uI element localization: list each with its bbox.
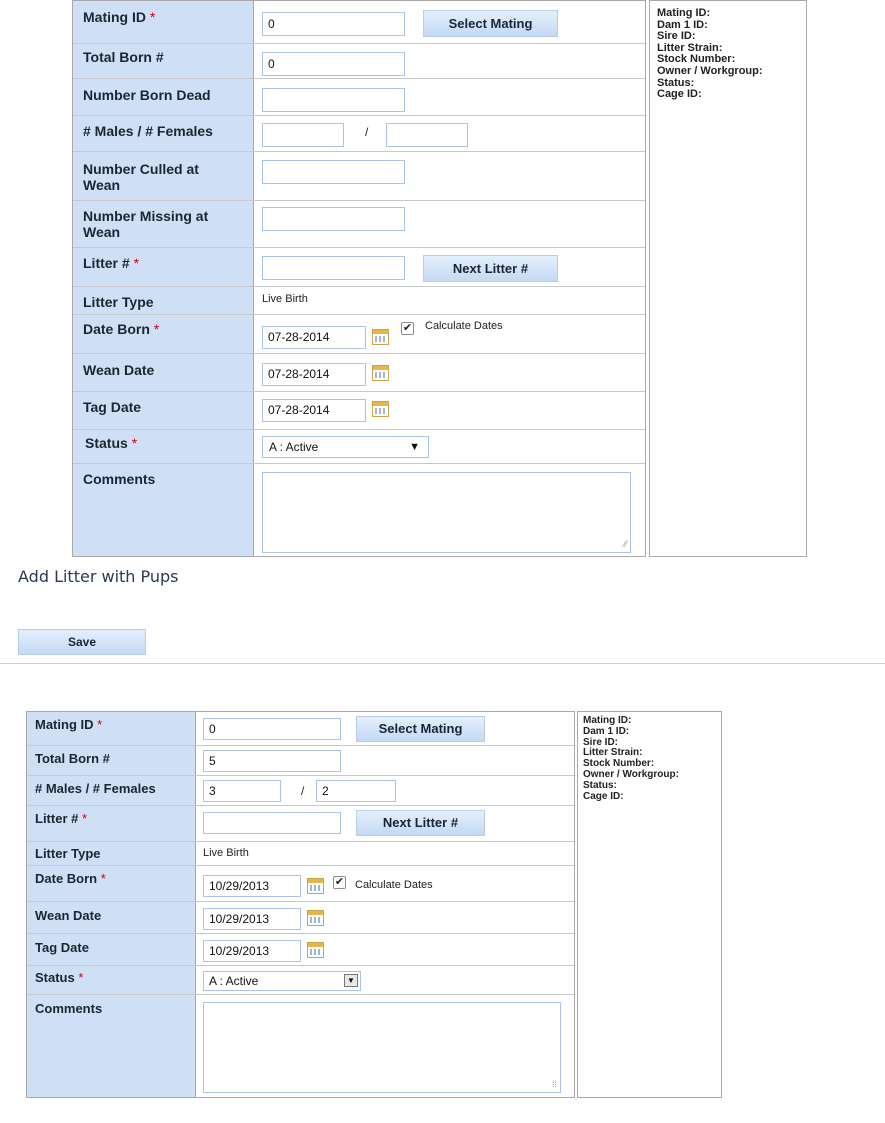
info-mating-id: Mating ID: [657, 7, 711, 19]
info-cage-id: Cage ID: [657, 88, 702, 101]
resize-grip-icon[interactable]: ⁞⁞ [551, 1079, 557, 1089]
slash-separator: / [301, 784, 305, 798]
status-label [35, 971, 83, 986]
mating-id-label [83, 9, 155, 25]
date-born-input[interactable]: 07-28-2014 [262, 326, 366, 349]
calculate-dates-checkbox[interactable]: ✔ [334, 876, 345, 888]
required-marker: * [97, 717, 103, 732]
number-culled-input[interactable] [262, 160, 405, 184]
info-owner-workgroup: Owner / Workgroup: [583, 768, 679, 780]
required-marker: * [78, 970, 84, 985]
chevron-down-icon: ▼ [344, 974, 358, 987]
mating-id-label-text: Mating ID [83, 9, 146, 25]
total-born-input[interactable]: 0 [262, 52, 405, 76]
status-label-text: Status [85, 435, 128, 451]
info-mating-id: Mating ID: [583, 715, 632, 726]
info-dam-id: Dam 1 ID: [583, 725, 630, 737]
slash-separator: / [365, 125, 369, 139]
litter-type-value: Live Birth [262, 293, 308, 305]
mating-id-input[interactable]: 0 [262, 12, 405, 36]
number-missing-label-line1: Number Missing at [83, 208, 209, 224]
wean-date-label: Wean Date [35, 908, 102, 923]
select-mating-button[interactable]: Select Mating [356, 716, 485, 742]
status-selected-value: A : Active [209, 974, 259, 988]
number-born-dead-input[interactable] [262, 88, 405, 112]
info-dam-id: Dam 1 ID: [657, 18, 708, 31]
date-born-label [35, 872, 106, 887]
calendar-icon[interactable] [372, 365, 389, 381]
required-marker: * [81, 811, 88, 826]
date-born-label-text: Date Born [35, 871, 98, 886]
litter-number-label-text: Litter # [35, 811, 79, 826]
total-born-label: Total Born # [83, 49, 164, 65]
status-label [85, 435, 137, 451]
males-input[interactable] [262, 123, 344, 147]
section-heading: Add Litter with Pups [18, 567, 179, 586]
litter-type-label: Litter Type [83, 294, 154, 310]
males-females-label: # Males / # Females [35, 781, 156, 796]
info-sire-id: Sire ID: [657, 30, 696, 43]
number-culled-label-line1: Number Culled at [83, 161, 199, 177]
mating-id-label [35, 718, 102, 733]
number-culled-label [83, 161, 199, 193]
save-button[interactable]: Save [18, 629, 146, 655]
litter-type-label: Litter Type [35, 846, 101, 861]
info-stock-number: Stock Number: [583, 758, 655, 770]
litter-type-value: Live Birth [203, 847, 249, 859]
tag-date-input[interactable]: 07-28-2014 [262, 399, 366, 422]
info-litter-strain: Litter Strain: [657, 41, 723, 54]
required-marker: * [100, 871, 106, 886]
litter-number-input[interactable] [203, 812, 341, 834]
info-status: Status: [657, 76, 695, 89]
number-born-dead-label: Number Born Dead [83, 87, 211, 103]
required-marker: * [131, 435, 138, 451]
info-sire-id: Sire ID: [583, 736, 619, 748]
resize-grip-icon[interactable]: ⁄⁄ [623, 539, 627, 549]
info-stock-number: Stock Number: [657, 53, 736, 66]
mating-info-panel-top [649, 0, 807, 557]
calculate-dates-label: Calculate Dates [355, 879, 433, 891]
calculate-dates-checkbox[interactable]: ✔ [402, 322, 413, 334]
wean-date-label: Wean Date [83, 362, 155, 378]
date-born-label [83, 321, 159, 337]
calendar-icon[interactable] [307, 910, 324, 926]
females-input[interactable] [386, 123, 468, 147]
required-marker: * [153, 321, 160, 337]
litter-form-top [72, 0, 646, 557]
males-input[interactable]: 3 [203, 780, 281, 802]
litter-number-label [83, 255, 139, 271]
total-born-input[interactable]: 5 [203, 750, 341, 772]
comments-label: Comments [35, 1001, 103, 1016]
calendar-icon[interactable] [307, 878, 324, 894]
info-owner-workgroup: Owner / Workgroup: [657, 64, 763, 77]
label-column [27, 712, 196, 1097]
calendar-icon[interactable] [372, 329, 389, 345]
info-status: Status: [583, 779, 617, 791]
status-label-text: Status [35, 970, 75, 985]
info-litter-strain: Litter Strain: [583, 747, 643, 759]
status-selected-value: A : Active [269, 440, 319, 454]
calendar-icon[interactable] [307, 942, 324, 958]
comments-textarea[interactable] [262, 472, 631, 553]
chevron-down-icon: ▼ [409, 441, 420, 453]
litter-number-input[interactable] [262, 256, 405, 280]
tag-date-input[interactable]: 10/29/2013 [203, 940, 301, 962]
number-missing-label-line2: Wean [83, 224, 121, 241]
select-mating-button[interactable]: Select Mating [423, 10, 558, 37]
calculate-dates-label: Calculate Dates [425, 320, 503, 332]
tag-date-label: Tag Date [83, 399, 142, 415]
number-missing-input[interactable] [262, 207, 405, 231]
males-females-label: # Males / # Females [83, 123, 213, 139]
mating-id-input[interactable]: 0 [203, 718, 341, 740]
tag-date-label: Tag Date [35, 940, 89, 955]
females-input[interactable]: 2 [316, 780, 396, 802]
total-born-label: Total Born # [35, 751, 110, 766]
mating-info-panel-bottom [577, 711, 722, 1098]
mating-id-label-text: Mating ID [35, 717, 94, 732]
divider [0, 663, 885, 664]
info-cage-id: Cage ID: [583, 790, 624, 802]
litter-number-label [35, 812, 87, 827]
status-select[interactable] [203, 971, 361, 991]
comments-textarea[interactable] [203, 1002, 561, 1093]
date-born-input[interactable]: 10/29/2013 [203, 875, 301, 897]
next-litter-button[interactable]: Next Litter # [423, 255, 558, 282]
required-marker: * [133, 255, 140, 271]
calendar-icon[interactable] [372, 401, 389, 417]
status-select[interactable] [262, 436, 429, 458]
wean-date-input[interactable]: 10/29/2013 [203, 908, 301, 930]
required-marker: * [149, 9, 156, 25]
date-born-label-text: Date Born [83, 321, 150, 337]
wean-date-input[interactable]: 07-28-2014 [262, 363, 366, 386]
litter-number-label-text: Litter # [83, 255, 130, 271]
number-missing-label [83, 208, 208, 240]
next-litter-button[interactable]: Next Litter # [356, 810, 485, 836]
comments-label: Comments [83, 471, 156, 487]
litter-form-bottom [26, 711, 575, 1098]
number-culled-label-line2: Wean [83, 177, 121, 194]
